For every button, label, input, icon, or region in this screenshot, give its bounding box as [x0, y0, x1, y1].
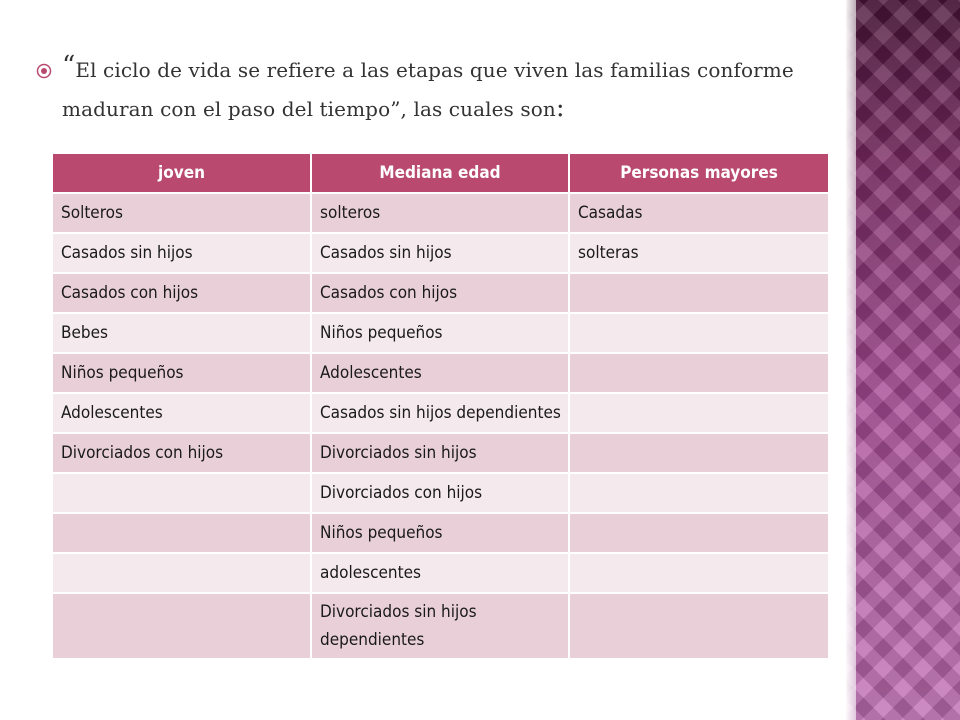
table-row [53, 553, 829, 593]
table-row [53, 233, 829, 273]
table-cell [569, 273, 829, 313]
table-cell: Casados sin hijos [311, 233, 569, 273]
table-cell: Divorciados con hijos [311, 473, 569, 513]
table-row [53, 313, 829, 353]
table-cell: Adolescentes [53, 393, 311, 433]
table-cell: solteros [311, 193, 569, 233]
intro-bullet [36, 50, 836, 128]
table-header-row [53, 154, 829, 193]
life-cycle-table [53, 154, 830, 658]
table-row [53, 273, 829, 313]
table-row [53, 593, 829, 658]
table-cell [53, 473, 311, 513]
table-cell: Casados con hijos [53, 273, 311, 313]
table-cell [569, 353, 829, 393]
table-cell: Casados con hijos [311, 273, 569, 313]
table-cell: Casados sin hijos dependientes [311, 393, 569, 433]
table-cell: Divorciados sin hijos dependientes [311, 593, 569, 658]
table-cell: Solteros [53, 193, 311, 233]
table-cell: Bebes [53, 313, 311, 353]
table-cell: Niños pequeños [311, 513, 569, 553]
table-cell [53, 593, 311, 658]
table-cell [569, 313, 829, 353]
table-row [53, 193, 829, 233]
table-cell [569, 433, 829, 473]
table-cell [53, 553, 311, 593]
table-row [53, 513, 829, 553]
table-cell: Casadas [569, 193, 829, 233]
table-cell: solteras [569, 233, 829, 273]
intro-paragraph [62, 50, 836, 128]
table-cell: Adolescentes [311, 353, 569, 393]
circle-bullet-icon [36, 63, 52, 79]
table-cell: Niños pequeños [53, 353, 311, 393]
table-row [53, 473, 829, 513]
table-row [53, 353, 829, 393]
header-mediana-edad: Mediana edad [311, 154, 569, 193]
table-row [53, 433, 829, 473]
intro-text: El ciclo de vida se refiere a las etapas que viven las familias conforme maduran con el paso del tiempo”, las cuales son [62, 58, 794, 121]
header-personas-mayores: Personas mayores [569, 154, 829, 193]
table-cell [569, 513, 829, 553]
table-cell: Divorciados con hijos [53, 433, 311, 473]
table-cell [569, 473, 829, 513]
table-cell [53, 513, 311, 553]
table-row [53, 393, 829, 433]
table-cell [569, 593, 829, 658]
table-cell [569, 553, 829, 593]
intro-colon: : [555, 93, 565, 123]
table-cell: adolescentes [311, 553, 569, 593]
table-cell: Divorciados sin hijos [311, 433, 569, 473]
table-cell [569, 393, 829, 433]
header-joven: joven [53, 154, 311, 193]
table-cell: Niños pequeños [311, 313, 569, 353]
open-quote: “ [62, 51, 76, 81]
decorative-side-band [846, 0, 960, 720]
table-cell: Casados sin hijos [53, 233, 311, 273]
